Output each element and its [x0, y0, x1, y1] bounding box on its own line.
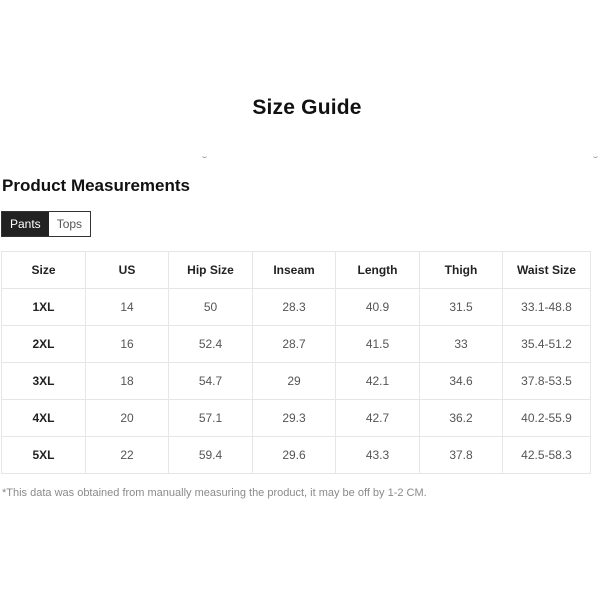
- inseam-cell: 29: [253, 363, 336, 400]
- thigh-cell: 37.8: [420, 437, 503, 474]
- length-cell: 42.7: [336, 400, 420, 437]
- us-cell: 20: [86, 400, 169, 437]
- inseam-cell: 29.6: [253, 437, 336, 474]
- size-cell: 3XL: [2, 363, 86, 400]
- hip-size-cell: 59.4: [169, 437, 253, 474]
- table-row: [2, 289, 591, 326]
- divider-mark-right: [593, 154, 598, 158]
- table-header-row: [2, 252, 591, 289]
- tab-pants[interactable]: Pants: [2, 212, 49, 236]
- hip-size-cell: 52.4: [169, 326, 253, 363]
- waist-size-cell: 35.4-51.2: [503, 326, 591, 363]
- size-cell: 5XL: [2, 437, 86, 474]
- header-inseam: Inseam: [253, 252, 336, 289]
- size-cell: 4XL: [2, 400, 86, 437]
- waist-size-cell: 40.2-55.9: [503, 400, 591, 437]
- divider-mark-left: [202, 154, 207, 158]
- header-thigh: Thigh: [420, 252, 503, 289]
- waist-size-cell: 37.8-53.5: [503, 363, 591, 400]
- thigh-cell: 34.6: [420, 363, 503, 400]
- header-size: Size: [2, 252, 86, 289]
- size-cell: 2XL: [2, 326, 86, 363]
- us-cell: 16: [86, 326, 169, 363]
- tab-bar: [1, 211, 91, 237]
- tab-tops[interactable]: Tops: [49, 212, 90, 236]
- size-table: [1, 251, 591, 474]
- waist-size-cell: 33.1-48.8: [503, 289, 591, 326]
- table-row: [2, 326, 591, 363]
- length-cell: 43.3: [336, 437, 420, 474]
- inseam-cell: 28.3: [253, 289, 336, 326]
- thigh-cell: 33: [420, 326, 503, 363]
- thigh-cell: 36.2: [420, 400, 503, 437]
- table-row: [2, 400, 591, 437]
- table-row: [2, 437, 591, 474]
- hip-size-cell: 54.7: [169, 363, 253, 400]
- thigh-cell: 31.5: [420, 289, 503, 326]
- header-waist-size: Waist Size: [503, 252, 591, 289]
- hip-size-cell: 57.1: [169, 400, 253, 437]
- length-cell: 42.1: [336, 363, 420, 400]
- inseam-cell: 29.3: [253, 400, 336, 437]
- section-title: Product Measurements: [2, 176, 190, 195]
- us-cell: 18: [86, 363, 169, 400]
- inseam-cell: 28.7: [253, 326, 336, 363]
- page-title: Size Guide: [252, 96, 362, 119]
- measurement-note: *This data was obtained from manually measuring the product, it may be off by 1-2 CM.: [2, 487, 427, 499]
- length-cell: 41.5: [336, 326, 420, 363]
- header-us: US: [86, 252, 169, 289]
- table-row: [2, 363, 591, 400]
- length-cell: 40.9: [336, 289, 420, 326]
- size-cell: 1XL: [2, 289, 86, 326]
- header-hip-size: Hip Size: [169, 252, 253, 289]
- hip-size-cell: 50: [169, 289, 253, 326]
- waist-size-cell: 42.5-58.3: [503, 437, 591, 474]
- header-length: Length: [336, 252, 420, 289]
- us-cell: 14: [86, 289, 169, 326]
- us-cell: 22: [86, 437, 169, 474]
